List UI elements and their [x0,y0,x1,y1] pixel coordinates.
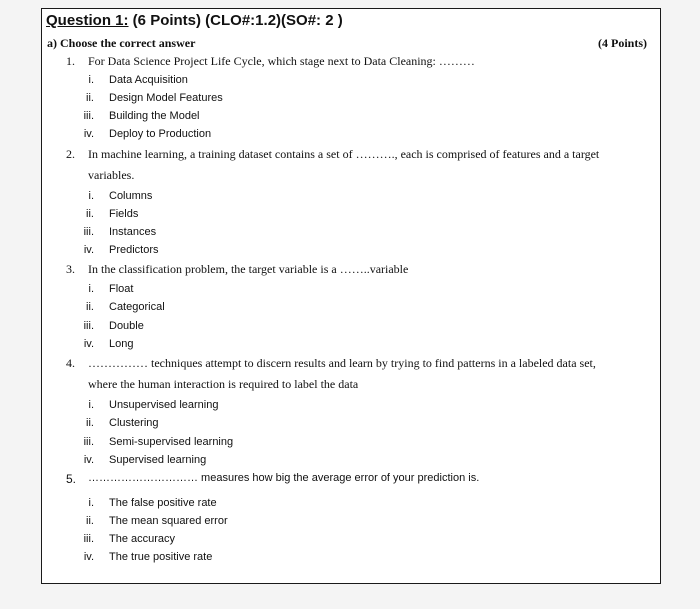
question-heading [46,12,343,29]
option-number: i. [88,497,94,509]
option-text[interactable]: Clustering [109,417,159,429]
section-points: (4 Points) [598,36,647,50]
question-number-label: Question 1: [46,12,129,29]
option-text[interactable]: Deploy to Production [109,128,212,140]
question-number: 1. [66,54,75,68]
option-number: i. [88,190,94,202]
option-number: iii. [83,533,94,545]
question-number: 2. [66,147,75,161]
option-number: iv. [83,338,94,350]
option-text[interactable]: The false positive rate [109,497,217,509]
question-text-continued: variables. [88,168,135,182]
option-number: iv. [83,454,94,466]
option-number: ii. [86,417,94,429]
option-number: iv. [83,551,94,563]
option-text[interactable]: Data Acquisition [109,74,188,86]
option-text[interactable]: Long [109,338,134,350]
option-text[interactable]: Double [109,320,144,332]
option-number: i. [88,399,94,411]
option-number: ii. [86,301,94,313]
option-text[interactable]: Semi-supervised learning [109,436,234,448]
question-meta: (6 Points) (CLO#:1.2)(SO#: 2 ) [128,12,343,29]
option-text[interactable]: Building the Model [109,110,200,122]
option-number: ii. [86,208,94,220]
option-text[interactable]: Design Model Features [109,92,223,104]
question-text: In machine learning, a training dataset contains a set of ………., each is comprised of features and a target [88,147,600,161]
option-text[interactable]: Categorical [109,301,165,313]
option-text[interactable]: The true positive rate [109,551,213,563]
option-number: i. [88,74,94,86]
option-number: iii. [83,320,94,332]
section-instruction: a) Choose the correct answer [47,36,196,50]
option-text[interactable]: Supervised learning [109,454,207,466]
question-text: …………… techniques attempt to discern results and learn by trying to find patterns in a labeled data set, [88,356,596,370]
option-text[interactable]: Unsupervised learning [109,399,219,411]
option-number: ii. [86,515,94,527]
option-text[interactable]: Predictors [109,244,159,256]
question-number: 5. [66,472,77,486]
option-text[interactable]: The mean squared error [109,515,228,527]
option-text[interactable]: Columns [109,190,153,202]
option-number: iii. [83,110,94,122]
question-text-continued: where the human interaction is required to label the data [88,377,359,391]
option-number: i. [88,283,94,295]
question-number: 4. [66,356,75,370]
option-number: iv. [83,244,94,256]
option-text[interactable]: The accuracy [109,533,176,545]
option-text[interactable]: Instances [109,226,157,238]
option-number: iv. [83,128,94,140]
question-number: 3. [66,262,75,276]
question-text: In the classification problem, the target variable is a ……..variable [88,262,409,276]
question-text: ………………………… measures how big the average error of your prediction is. [88,472,480,484]
option-text[interactable]: Fields [109,208,139,220]
option-number: iii. [83,226,94,238]
question-text: For Data Science Project Life Cycle, which stage next to Data Cleaning: ……… [88,54,475,68]
option-number: iii. [83,436,94,448]
option-text[interactable]: Float [109,283,134,295]
option-number: ii. [86,92,94,104]
